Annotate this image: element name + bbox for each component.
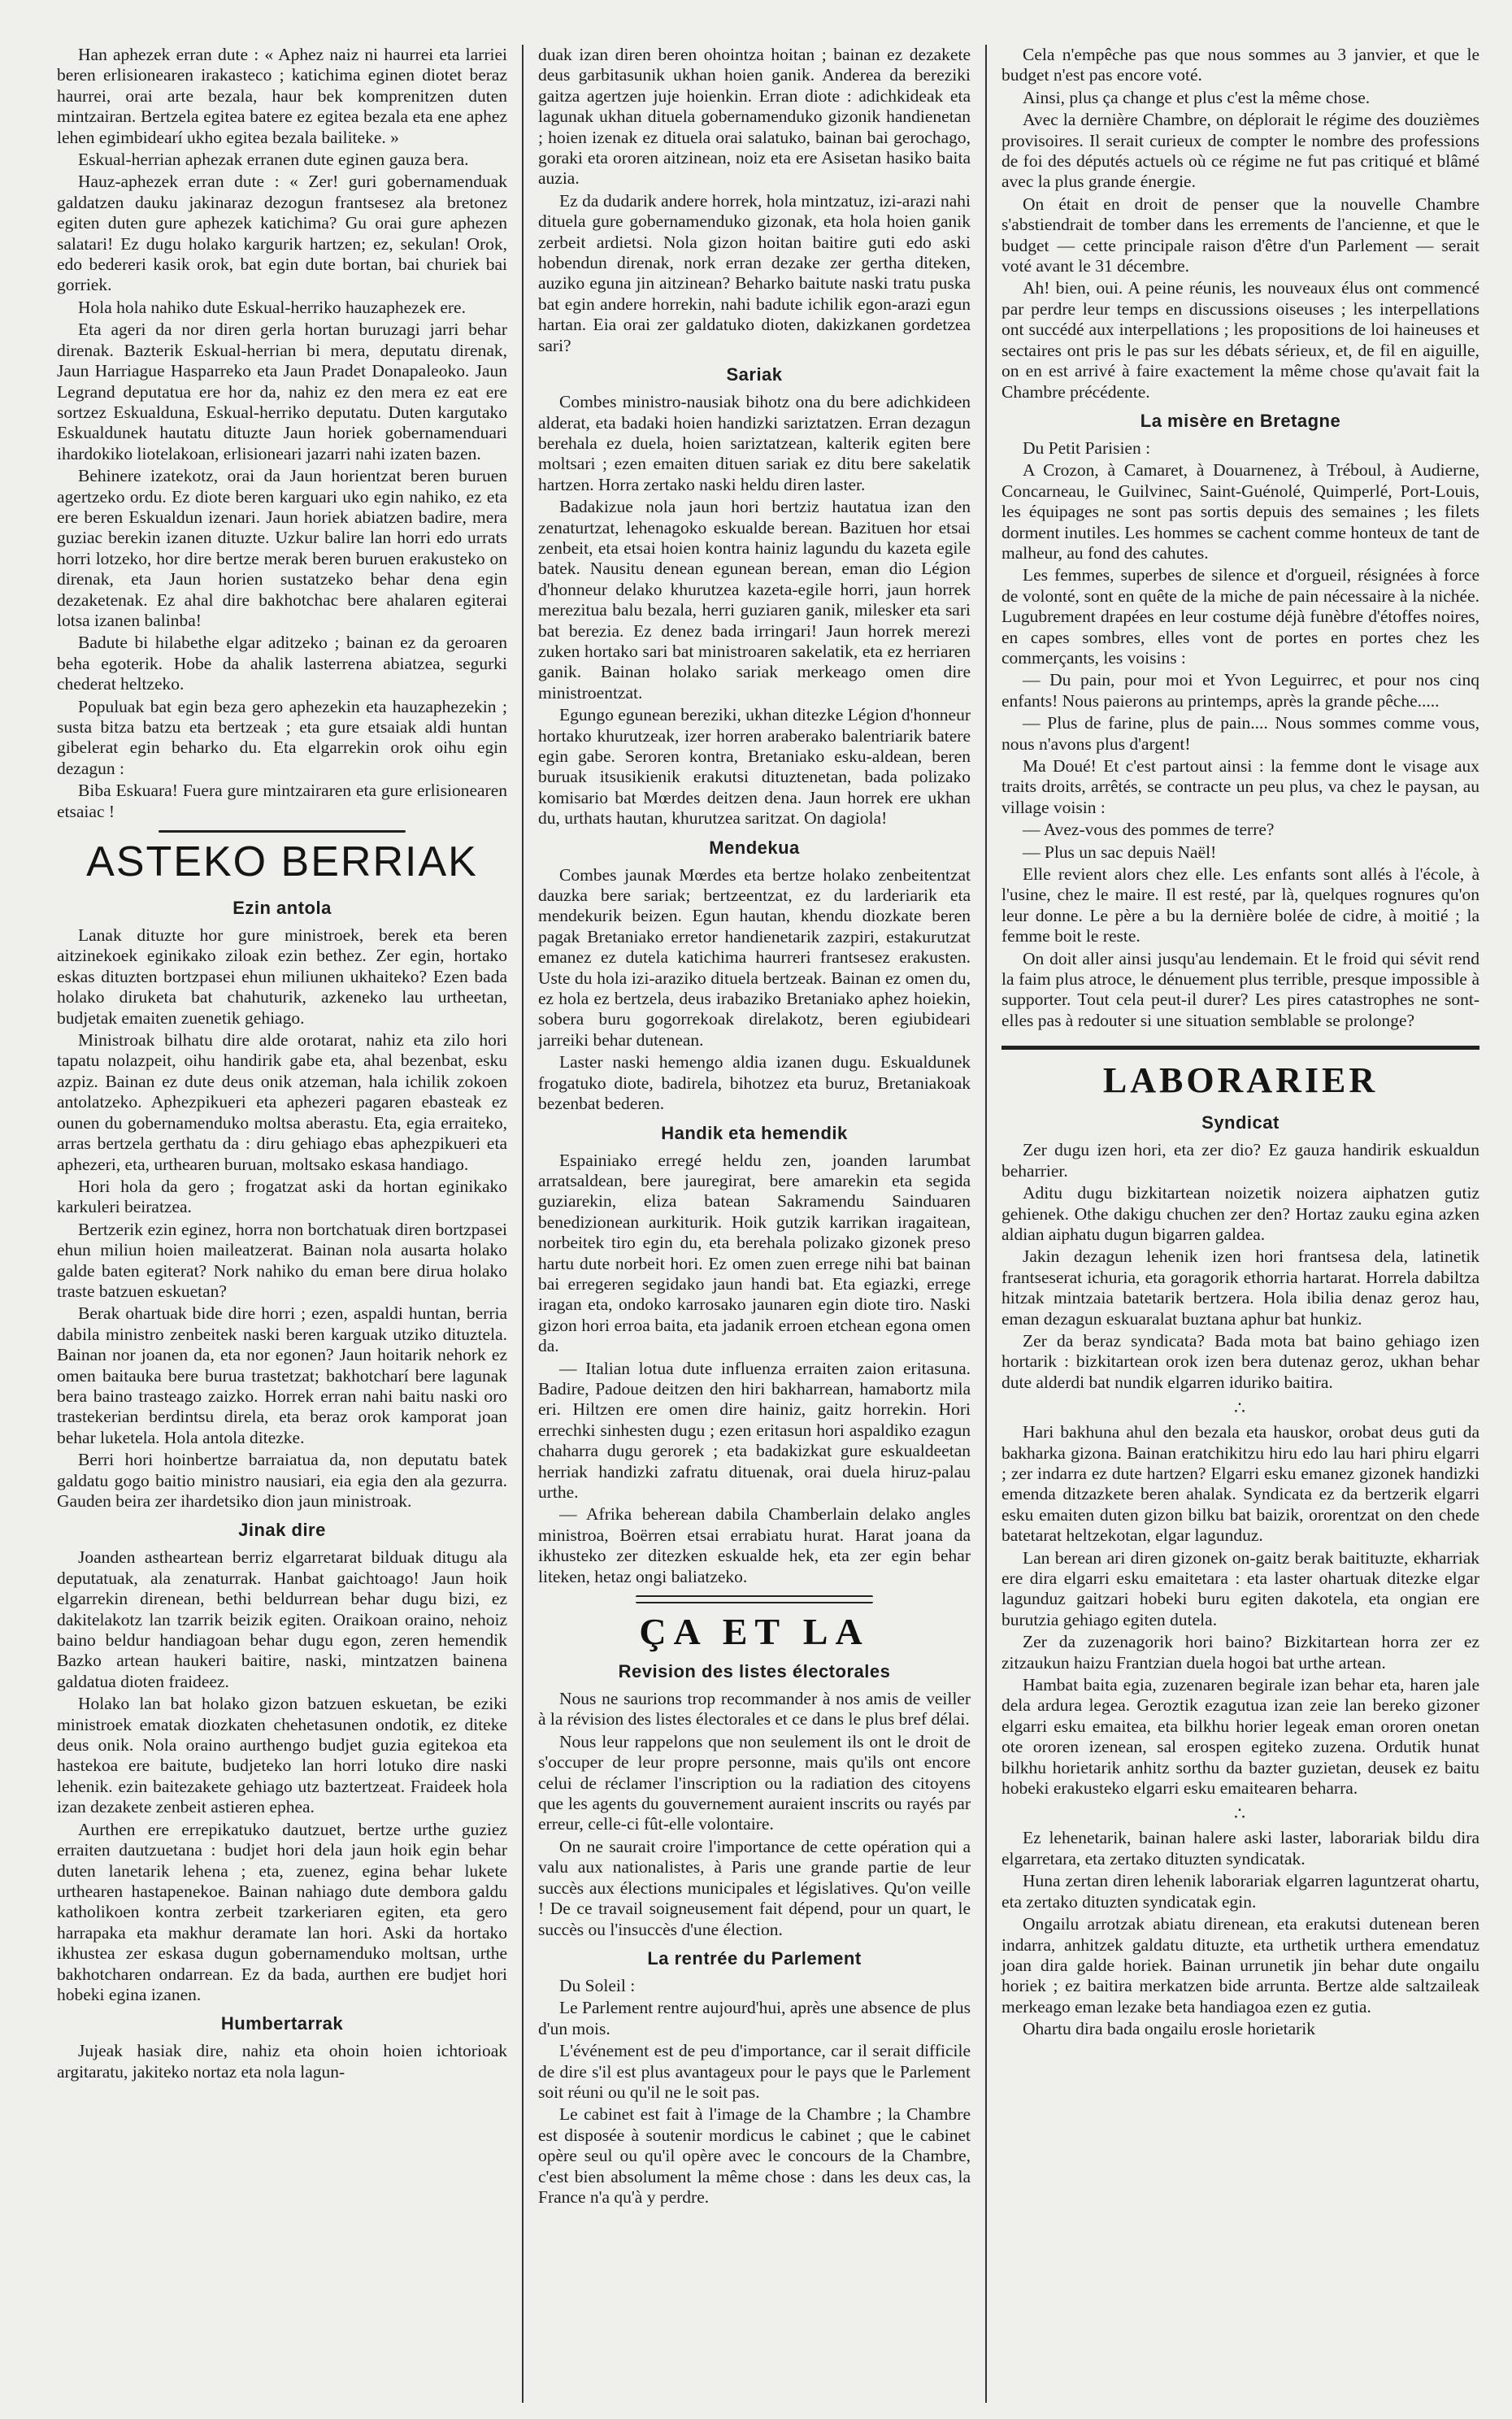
paragraph: — Plus un sac depuis Naël! xyxy=(1023,842,1217,862)
columns xyxy=(57,45,1479,2403)
paragraph: Ongailu arrotzak abiatu direnean, eta erakutsi dutenean beren indarra, anhitzek galdatu dituzte, eta urthetik urthera emendatuz joan dira galde horiek. Bainan urrunetik jin behar dute ongailu horiek ; ez baitira merkatzen bide arrunta. Bertze alde saltzaileak merkeago eman lezake beta handiagoa ezen ez gutia. xyxy=(1001,1914,1479,2017)
paragraph: — Afrika beherean dabila Chamberlain delako angles ministroa, Boërren etsai errabiatu hurat. Harat joana da ikhusteko zer ditezken eskualde hek, eta zer egin behar liteken, hetaz ongi baliatzeko. xyxy=(538,1504,971,1586)
paragraph: On doit aller ainsi jusqu'au lendemain. Et le froid qui sévit rend la faim plus atroce, le dénuement plus terrible, presque impossible à supporter. Tout cela peut-il durer? Les pires catastrophes ne sont-elles pas à redouter si une situation semblable se prolonge? xyxy=(1001,948,1479,1030)
paragraph: Nous leur rappelons que non seulement ils ont le droit de s'occuper de leur propre personne, mais qu'ils ont encore celui de réclamer l'inscription ou la radiation des citoyens que les agents du gouvernement auraient inscrits ou rayés par erreur, celle-ci fût-elle volontaire. xyxy=(538,1731,971,1834)
paragraph: Huna zertan diren lehenik laborariak elgarren laguntzerat ohartu, eta zertako dituzten syndicatak egin. xyxy=(1001,1871,1479,1912)
paragraph: Jujeak hasiak dire, nahiz eta ohoin hoien ichtorioak argitaratu, jakiteko nortaz eta nola lagun- xyxy=(57,2041,507,2082)
article-heading: Humbertarrak xyxy=(220,2013,344,2034)
paragraph: Han aphezek erran dute : « Aphez naiz ni haurrei eta larriei beren erlisionearen irakasteco ; katichima eginen diotet beraz haurrei, orai arte bezala, haur bek komprenitzen duten mintzairan. Bertzela egitea batere ez egitea bezala eta ene aphez lehen egimbidearí ukho egitea bezala bailiteke. » xyxy=(57,45,507,147)
paragraph: Bertzerik ezin eginez, horra non bortchatuak diren bortzpasei ehun miliun hoien maileatzerat. Bainan nola ausarta holako galde baten egiterat? Nork nahiko du eman bere dirua holako traste batzuen eskuetan? xyxy=(57,1219,507,1301)
paragraph: Elle revient alors chez elle. Les enfants sont allés à l'école, à l'usine, chez le maire. Il est resté, par là, quelques rognures qu'on leur donne. Le père a bu la dernière bolée de cidre, à moitié ; la femme boit le reste. xyxy=(1001,864,1479,946)
paragraph: Berak ohartuak bide dire horri ; ezen, aspaldi huntan, berria dabila ministro zenbeitek naski beren karguak utziko dituztela. Bainan nor joanen da, eta nor egonen? Jaun hoitarik nehork ez omen baitauka bere burua trastetzat; bakhotcharí bere lagunak bera baino trasteago zaizko. Horrek erran nahi baitu naski oro trastekerian berdintsu direla, eta beraz orok kamporat joan behar luketela. Hola antola ditezke. xyxy=(57,1303,507,1447)
paragraph: Du Soleil : xyxy=(559,1975,636,1995)
paragraph: — Avez-vous des pommes de terre? xyxy=(1023,820,1275,840)
paragraph: Egungo egunean bereziki, ukhan ditezke Légion d'honneur hortako khurutzeak, izer horren araberako balentriarik batere egin gabe. Seroren kontra, Bretaniako esku-aldean, beren buruak itsusikienik erakutsi dituztenetan, bada polizako komisario bat Mœrdes deitzen dena. Jaun horrek ere ukhan du, urthats hautan, khurutzea saritzat. On dagiola! xyxy=(538,705,971,829)
section-title-laborarier: LABORARIER xyxy=(1102,1060,1379,1101)
paragraph: A Crozon, à Camaret, à Douarnenez, à Tréboul, à Audierne, Concarneau, le Guilvinec, Saint-Guénolé, Quimperlé, Port-Louis, les équipages ne sont pas sortis depuis des semaines ; les filets dorment inutiles. Les hommes se cachent comme honteux de tant de malheur, au fond des cahutes. xyxy=(1001,460,1479,563)
paragraph: Ez da dudarik andere horrek, hola mintzatuz, izi-arazi nahi dituela gure gobernamenduko gizonak, eta hola hoien ganik zerbeit ardietsi. Nola gizon hoitan baitire guti edo aski hobendun direnak, nork erran dezake zer gertha diteken, auziko eguna jin aitzinean? Beharko baitute naski tratu puska bat egin andere horrekin, nahi badute ichilik egon-arazi egun hartan. Eia orai zer galdatuko dioten, dakizkanen gordetzea sari? xyxy=(538,190,971,355)
paragraph: Nous ne saurions trop recommander à nos amis de veiller à la révision des listes électorales et ce dans le plus bref délai. xyxy=(538,1689,971,1729)
paragraph: Ohartu dira bada ongailu erosle horietarik xyxy=(1023,2019,1315,2039)
article-heading: Mendekua xyxy=(709,837,800,858)
article-heading: Handik eta hemendik xyxy=(661,1122,848,1143)
paragraph: Hori hola da gero ; frogatzat aski da hortan eginikako karkuleri beiratzea. xyxy=(57,1176,507,1217)
article-heading: La rentrée du Parlement xyxy=(647,1947,862,1969)
paragraph: Hari bakhuna ahul den bezala eta hauskor, orobat deus guti da bakharka gizona. Bainan eratchikitzu hiru edo lau hari phiru elgarri ; zer indarra ez dute hartzen? Elgarri esku emanez gizonek handizki emenda ditzazkete beren ahalak. Syndicata ez da bertzerik elgarri esku emaiten duten gizon bilku bat baizik, ororentzat on den chede batetarat heltzekotan, elgar lagunduz. xyxy=(1001,1422,1479,1546)
paragraph: Ministroak bilhatu dire alde orotarat, nahiz eta zilo hori tapatu nolazpeit, oihu handirik gabe eta, ahal bezenbat, esku azpiz. Bainan ez dute deus onik atzeman, hala ichilik zokoen antolatzeko. Aphezpikueri eta aphezeri pagaren ebasteak ez ounen du gobernamenduko moltsa aberastu. Eta, egia erraiteko, arras bertzela gerthatu da : diru gehiago ebas aphezpikueri eta aphezeri, eta, urthearen buruan, moltsako eskasa handiago. xyxy=(57,1030,507,1174)
paragraph: Jakin dezagun lehenik izen hori frantsesa dela, latinetik frantseserat ichuria, eta goragorik ethorria hartarat. Horrela dabiltza hitzak mintzaia batetarik bertzera. Hola ibilia denaz geroz hau, eman dezagun eskuaralat buztana aphur bat hunkiz. xyxy=(1001,1246,1479,1329)
paragraph: Avec la dernière Chambre, on déplorait le régime des douzièmes provisoires. Il serait curieux de compter le nombre des professions de foi des députés actuels où ce régime ne fut pas critiqué et blâmé avec la plus grande énergie. xyxy=(1001,110,1479,192)
paragraph: duak izan diren beren ohointza hoitan ; bainan ez dezakete deus garbitasunik ukhan hoien ganik. Anderea da bereziki gaitza agertzen juje hoienkin. Erran diote : adichkideak eta lagunak ukhan dituela gobernamenduko gizonik handienetan ; hoien izenak ez dituela orai salatuko, bainan bai gerochago, goraki eta ororen aitzinean, noiz eta ere Asisetan hasiko baita auzia. xyxy=(538,45,971,189)
paragraph: Laster naski hemengo aldia izanen dugu. Eskualdunek frogatuko diote, badirela, bihotzez eta buruz, Bretaniakoak bezenbat bederen. xyxy=(538,1052,971,1114)
paragraph: Ez lehenetarik, bainan halere aski laster, laborariak bildu dira elgarretara, eta zertako dituzten syndicatak. xyxy=(1001,1828,1479,1869)
section-title-ca-et-la: ÇA ET LA xyxy=(639,1611,870,1653)
paragraph: — Du pain, pour moi et Yvon Leguirrec, et pour nos cinq enfants! Nous paierons au printemps, après la grande pêche..... xyxy=(1001,670,1479,711)
paragraph: Espainiako erregé heldu zen, joanden larumbat arratsaldean, bere jauregirat, bere amarekin eta segida guziarekin, eliza batean Sakramendu Sainduaren benedizionean aurkiturik. Hoik gutzik karrikan iragaitean, norbeitek tiro egin du, eta berehala polizako gizonek preso hartu dute norbeit hori. Ez omen zuen errege nihi bat bainan bai erregeren segidako jaun handi bat. Eta egiazki, errege iragan eta, ondoko karrosako jaunaren egin diote tiro. Naski gizon hori erroa baita, eta jadanik erroen etchean egona omen da. xyxy=(538,1150,971,1356)
article-heading: Revision des listes électorales xyxy=(618,1661,891,1682)
paragraph: Cela n'empêche pas que nous sommes au 3 janvier, et que le budget n'est pas encore voté. xyxy=(1001,45,1479,85)
ornament-rule xyxy=(538,1595,971,1603)
article-heading: La misère en Bretagne xyxy=(1140,410,1341,431)
paragraph: Badakizue nola jaun hori bertziz hautatua izan den zenaturtzat, lehenagoko eskualde berean. Bazituen hor etsai zenbeit, eta etsai hoien kontra hainiz lagundu du kazeta egile batek. Nausitu denean egunean berean, eman dio Légion d'honneur delako khurutzea kazeta-egile horri, jaun horrek merezitua balu bezala, herri guziaren ganik, milesker eta sari bat berezia. Ez denez bada irringari! Jaun horrek merezi zuken hortako sari bat ministroaren sakelatik, eta ez herriaren ganik. Bainan holako sariak merkeago omen dire ministroentzat. xyxy=(538,497,971,703)
paragraph: L'événement est de peu d'importance, car il serait difficile de dire s'il est plus avantageux pour le pays que le Parlement soit réuni ou qu'il ne le soit pas. xyxy=(538,2041,971,2102)
section-rule xyxy=(1001,1046,1479,1050)
column-1 xyxy=(57,45,522,2403)
article-heading: Jinak dire xyxy=(238,1520,326,1541)
paragraph: Joanden astheartean berriz elgarretarat bilduak ditugu ala deputatuak, ala zenaturrak. Hanbat gaichtoago! Jaun hoik elgarrekin direnean, bethi beldurrean behar dugu bizi, ez dakitelakotz lan tzarrik beizik egiten. Oraikoan oraino, nehoiz baino beldur handiagoan behar dugu egon, zeren hemendik Bazko artean haukeri baitire, naski, mintzatzen bainena galdatua dioten fraideez. xyxy=(57,1547,507,1691)
paragraph: On ne saurait croire l'importance de cette opération qui a valu aux nationalistes, à Paris une grande partie de leur succès aux élections municipales et législatives. Qu'on veille ! De ce travail soigneusement fait dépend, pour un quart, le succès ou l'insuccès d'une élection. xyxy=(538,1836,971,1939)
paragraph: Zer da beraz syndicata? Bada mota bat baino gehiago izen hortarik : bizkitartean orok izen bera dutenaz geroz, ukhan behar dute alderdi bat nundik elgarren iduriko baitira. xyxy=(1001,1330,1479,1392)
paragraph: Eskual-herrian aphezak erranen dute eginen gauza bera. xyxy=(78,150,469,170)
paragraph: Biba Eskuara! Fuera gure mintzairaren eta gure erlisionearen etsaiac ! xyxy=(57,781,507,821)
paragraph: Le cabinet est fait à l'image de la Chambre ; la Chambre est disposée à soutenir mordicus le cabinet ; que le cabinet opère seul ou qu'il opère avec le concours de la Chambre, c'est bien absolument la même chose : dans les deux cas, la France n'a qu'à y perdre. xyxy=(538,2104,971,2207)
article-heading: Ezin antola xyxy=(232,898,332,919)
paragraph: Populuak bat egin beza gero aphezekin eta hauzaphezekin ; susta bitza batzu eta bertzeak ; eta gure etsaiak aldi huntan gibelerat egin beharko du. Eta elgarrekin orok oihu egin dezagun : xyxy=(57,696,507,778)
paragraph: Du Petit Parisien : xyxy=(1023,437,1151,458)
paragraph: Hola hola nahiko dute Eskual-herriko hauzaphezek ere. xyxy=(78,297,466,317)
column-3 xyxy=(985,45,1479,2403)
section-title-asteko-berriak: ASTEKO BERRIAK xyxy=(86,838,478,886)
paragraph: On était en droit de penser que la nouvelle Chambre s'abstiendrait de tomber dans les errements de l'ancienne, et que le budget — cette principale raison d'être d'un Parlement — serait voté avant le 31 décembre. xyxy=(1001,194,1479,276)
paragraph: — Plus de farine, plus de pain.... Nous sommes comme vous, nous n'avons plus d'argent! xyxy=(1001,713,1479,754)
paragraph: Ma Doué! Et c'est partout ainsi : la femme dont le visage aux traits droits, arrêtés, se contracte un peu plus, va chez le paysan, au village voisin : xyxy=(1001,756,1479,817)
article-heading: Syndicat xyxy=(1201,1112,1280,1133)
paragraph: Hambat baita egia, zuzenaren begirale izan behar eta, haren jale dela ardura legea. Geroztik ezagutua izan zeie lan bereko gizoner elgarri esku emaitea, eta bilkhu horier legeak eman ororen onetan ote ororen izenean, sal erospen egiteko zuzena. Ordutik hunat bilkhu horietarik anhitz sorthu da bazter guzietan, deusek ez baitu hobeki erakusteko elgarri esku emaitearen beharra. xyxy=(1001,1675,1479,1799)
paragraph: Badute bi hilabethe elgar aditzeko ; bainan ez da geroaren beha egoterik. Hobe da ahalik lasterrena abiatzea, segurki chederat heltzeko. xyxy=(57,633,507,694)
paragraph: Behinere izatekotz, orai da Jaun horientzat beren buruen agertzeko ordu. Ez diote beren karguari uko egin nahiko, ez eta ere beren Eskualdun izenari. Jaun horiek abiatzen badire, mera guziac berekin izanen dituzte. Uzkur balire lan horri edo urrats horri lotzeko, hor dire bertze merak beren buruen erakusteko on direnak, eta Jaun horien sustatzeko behar dena egin dezaketenak. Ez ahal dire bakhotchac bere ahalaren egiterai lotsa izanen balinba! xyxy=(57,466,507,630)
paragraph: Ainsi, plus ça change et plus c'est la même chose. xyxy=(1023,87,1371,107)
paragraph: Berri hori hoinbertze barraiatua da, non deputatu batek galdatu gogo baitio ministro nausiari, eia egia den ala gezurra. Gauden beira zer ihardetsiko dion jaun ministroak. xyxy=(57,1450,507,1511)
paragraph: Les femmes, superbes de silence et d'orgueil, résignées à force de volonté, sont en quête de la miche de pain nécessaire à la nichée. Lugubrement drapées en leur costume déjà funèbre d'étoffes noires, en capes sombres, elles vont de portes en portes chez les commerçants, les voisins : xyxy=(1001,565,1479,668)
asterism-separator: ∴ xyxy=(1234,1398,1247,1419)
paragraph: Combes ministro-nausiak bihotz ona du bere adichkideen alderat, eta badaki hoien handizki sariztatzen. Erran dezagun berehala ez duela, hoien sariztatzean, kalterik egiten bere moltsari ; ezen emaiten dituen sariak ez ditu bere sakelatik hartzen. Horra zertako naski heldu diren laster. xyxy=(538,392,971,494)
paragraph: Ah! bien, oui. A peine réunis, les nouveaux élus ont commencé par perdre leur temps en discussions oiseuses ; les interpellations ont succédé aux interpellations ; les propositions de loi haineuses et sectaires ont pris le pas sur les débats sérieux, et, de fil en aiguille, on en est arrivé à faire exactement la même chose qu'avait fait la Chambre précédente. xyxy=(1001,278,1479,402)
article-heading: Sariak xyxy=(726,364,783,385)
paragraph: Holako lan bat holako gizon batzuen eskuetan, be eziki ministroek ematak diozkaten chehetasunen ondotik, ez diteke deus onik. Nola oraino aurthengo budjet guzia egitekoa eta hastekoa ere baitute, budjeteko lan horri lotuko dire naski lehenik. ezin baitezakete gehiago utz baztertzeat. Fraideek hola izan dezakete zenbeit astieren ephea. xyxy=(57,1694,507,1817)
paragraph: Zer da zuzenagorik hori baino? Bizkitartean horra zer ez zitzaukun haizu Frantzian duela hogoi bat urthe artean. xyxy=(1001,1632,1479,1673)
paragraph: Le Parlement rentre aujourd'hui, après une absence de plus d'un mois. xyxy=(538,1998,971,2038)
paragraph: Lanak dituzte hor gure ministroek, berek eta beren aitzinekoek eginikako ziloak ezin bethez. Zer egin, hortako eskas dituzten bortzpasei ehun miliunen ukhaiteko? Ezen bada holako diruketa bat chahuturik, azkeneko lau urtheetan, budjetak emaiten zuenetik gehiago. xyxy=(57,925,507,1028)
paragraph: Lan berean ari diren gizonek on-gaitz berak baitituzte, ekharriak ere dira elgarri esku emaitetara : eta laster ohartuak ditezke elgar lagunduz gaitzari hobeki buru egiten dakotela, eta ongian ere burutzia gehiago egiten dutela. xyxy=(1001,1547,1479,1629)
column-2 xyxy=(522,45,985,2403)
paragraph: Eta ageri da nor diren gerla hortan buruzagi jarri behar direnak. Bazterik Eskual-herrian bi mera, deputatu direnak, Jaun Harriague Hasparreko eta Jaun Pradet Donapaleoko. Jaun Legrand deputatua ere hor da, nahiz ez den mera ez eat ere sortzez Eskualduna, Eskual-herriko deputatu. Duten kargutako Eskualdunek hautatu dituzte Jaun horiek gobernamenduari ihardokiko liotelakoan, erlisioneari jazarri nahi izaten bazen. xyxy=(57,320,507,463)
paragraph: Aditu dugu bizkitartean noizetik noizera aiphatzen gutiz gehienek. Othe dakigu chuchen zer den? Hortaz zauku egina azken aldian aiphatu dugun bigarren galdea. xyxy=(1001,1183,1479,1244)
paragraph: — Italian lotua dute influenza erraiten zaion eritasuna. Badire, Padoue deitzen den hiri bakharrean, hamabortz mila eri. Hiltzen ere omen dire hainiz, gaitz horrekin. Hori errechki sinhesten dugu ; ezen eritasun hori aspaldiko ezagun chaharra dugu gerorek ; eta badakizkat gure eskualdeetan herriak handizki zafratu dituenak, orai duela hiruz-palau urthe. xyxy=(538,1358,971,1502)
ornament-rule xyxy=(57,830,507,833)
asterism-separator: ∴ xyxy=(1234,1803,1247,1825)
paragraph: Hauz-aphezek erran dute : « Zer! guri gobernamenduak galdatzen dauku jakinaraz dezogun frantsesez ala bretonez egiten duten gure aphezek katichima? Gu orai gure aphezen salatari! Ez dugu holako kargurik hartzen; ez, sekulan! Orok, edo bedereri kasik orok, bat egin dute bortan, bai churiek bai gorriek. xyxy=(57,172,507,295)
paragraph: Aurthen ere errepikatuko dautzuet, bertze urthe guziez erraiten dautzuetana : budjet hori dela jaun hoik egin behar duten lanetarik lehena ; eta, zuenez, egina behar lukete urthearen hastapenekoe. Bainan nahiago dute dembora galdu katholikoen kontra zerbeit tzarkeriaren egiten, eta gero harrapaka eta makhur deramate lan hori. Aski da hortako ikhustea zer eskasa dugun gobernamenduko moltsan, urthe bakhotcharen ondarrean. Ez da bada, aurthen ere budjet hori hobeki egina izanen. xyxy=(57,1819,507,2004)
paragraph: Zer dugu izen hori, eta zer dio? Ez gauza handirik eskualdun beharrier. xyxy=(1001,1140,1479,1181)
intro-article xyxy=(57,45,507,822)
paragraph: Combes jaunak Mœrdes eta bertze holako zenbeitentzat dauzka bere sariak; bertzeentzat, ez du larderiarik eta mendekurik beizen. Egun hautan, khendu diozkate beren pagak Bretaniako erretor handienetarik zazpiri, estakurutzat emanez ez dutela katichima haurreri frantsesez erakusten. Uste du hola izi-araziko dituela bertzeak. Bainan ez omen du, ez hola ez bertzela, deus irabaziko Bretaniako aphez hoiekin, sobera buru gogorrekoak direlakotz, beren egiubideari jarreiki behar dutenean. xyxy=(538,864,971,1050)
